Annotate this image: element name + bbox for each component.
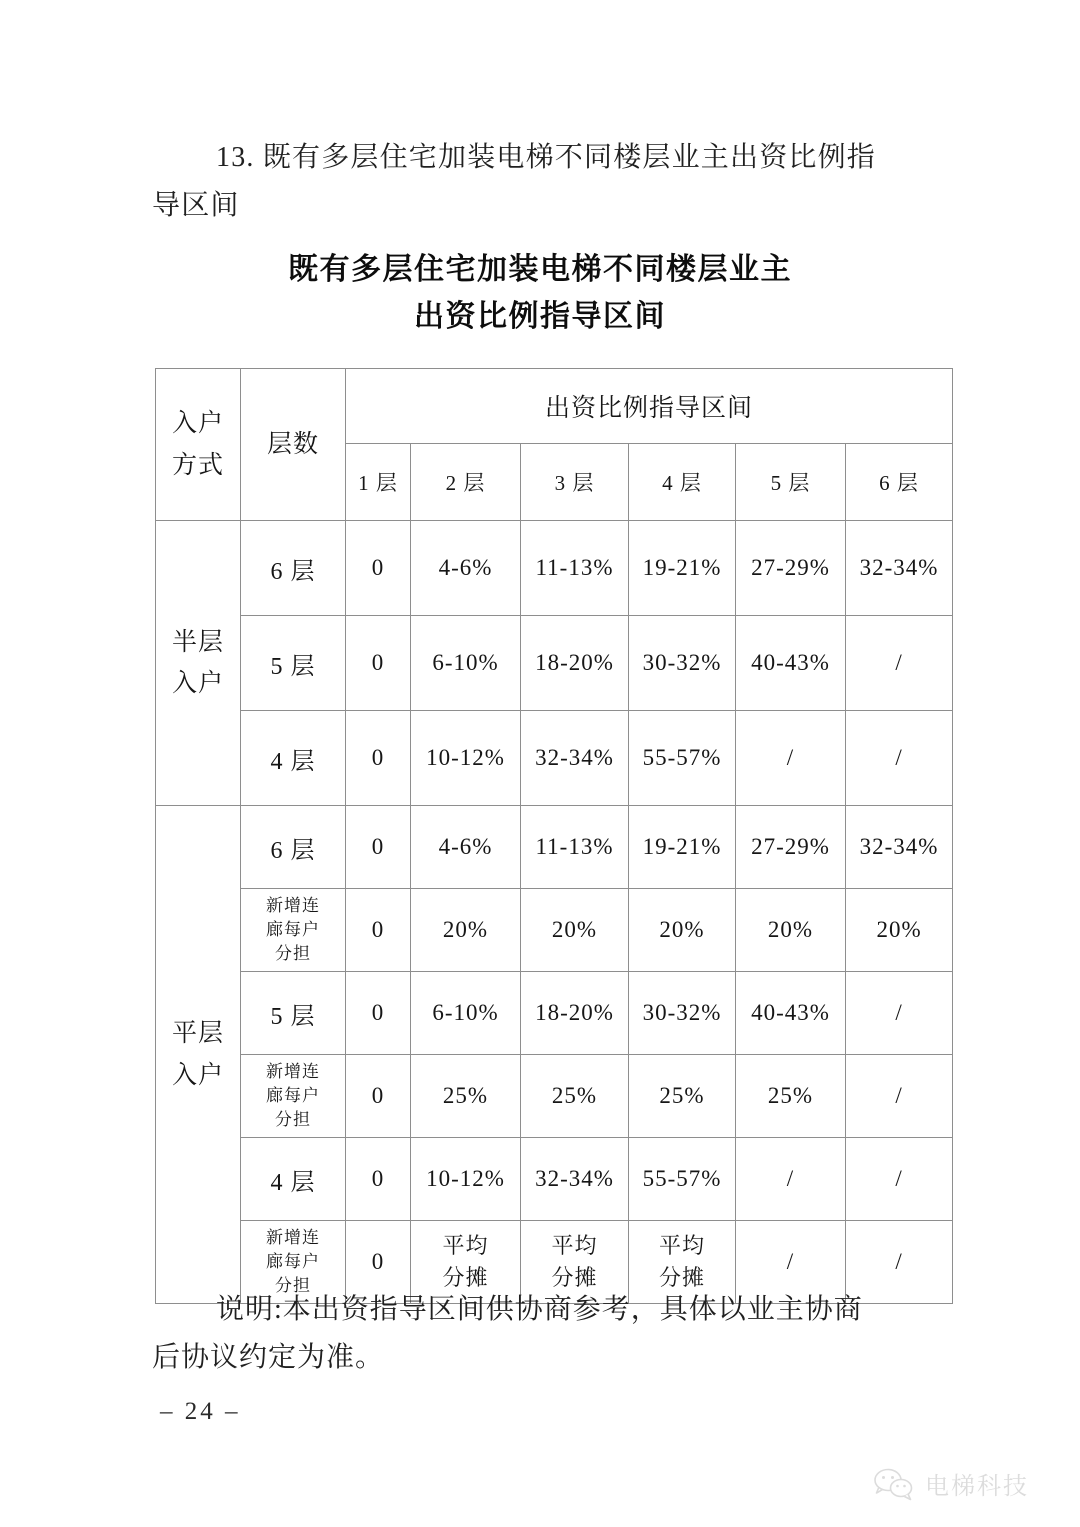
cell-value: 6-10% <box>411 972 521 1055</box>
row-label-line-2: 廊每户 <box>266 919 320 939</box>
cell-value: 19-21% <box>629 521 736 616</box>
table-row <box>156 889 953 972</box>
header-floor-6: 6 层 <box>846 444 953 521</box>
header-floor-count: 层数 <box>241 369 346 521</box>
cell-value: 20% <box>411 889 521 972</box>
table-footnote <box>152 1286 962 1382</box>
cell-value: 10-12% <box>411 711 521 806</box>
cell-value: 0 <box>346 972 411 1055</box>
cell-value-line-2: 分摊 <box>551 1265 598 1290</box>
table-row <box>156 1055 953 1138</box>
cell-value: 18-20% <box>521 972 629 1055</box>
cell-value-line-1: 平均 <box>658 1233 705 1259</box>
cell-value: 11-13% <box>521 521 629 616</box>
table-footnote-line-2: 后协议约定为准。 <box>152 1342 385 1374</box>
cell-value: 32-34% <box>521 1138 629 1221</box>
cell-value: 55-57% <box>629 711 736 806</box>
page-title-line-1: 既有多层住宅加装电梯不同楼层业主 <box>288 252 792 287</box>
wechat-bubbles-icon <box>872 1467 916 1501</box>
cell-value: 40-43% <box>736 616 846 711</box>
header-entry-mode <box>156 369 241 521</box>
cell-value: 25% <box>736 1055 846 1138</box>
row-label-line-3: 分担 <box>275 1110 311 1130</box>
cell-value: 25% <box>411 1055 521 1138</box>
cell-value: 27-29% <box>736 806 846 889</box>
table-row <box>156 711 953 806</box>
contribution-ratio-table <box>155 368 953 1304</box>
row-label-line-1: 新增连 <box>266 895 320 915</box>
row-label-line-3: 分担 <box>275 1276 311 1296</box>
cell-value: 0 <box>346 806 411 889</box>
cell-value: 25% <box>629 1055 736 1138</box>
row-label-line-2: 廊每户 <box>266 1251 320 1271</box>
row-label-line-3: 分担 <box>275 944 311 964</box>
row-label: 5 层 <box>241 616 346 711</box>
row-label: 6 层 <box>241 521 346 616</box>
header-floor-4: 4 层 <box>629 444 736 521</box>
row-label-corridor-share <box>241 1055 346 1138</box>
cell-value: / <box>846 1138 953 1221</box>
cell-value: 0 <box>346 1221 411 1304</box>
cell-value: 0 <box>346 521 411 616</box>
page-title-line-2: 出资比例指导区间 <box>414 299 666 335</box>
cell-value-line-2: 分摊 <box>442 1265 489 1290</box>
table-row <box>156 1138 953 1221</box>
cell-value: / <box>736 711 846 806</box>
table-header-row-1 <box>156 369 953 444</box>
cell-value: 30-32% <box>629 972 736 1055</box>
cell-value: 32-34% <box>846 806 953 889</box>
cell-value: / <box>846 1055 953 1138</box>
header-floor-5: 5 层 <box>736 444 846 521</box>
table-footnote-line-1: 说明:本出资指导区间供协商参考，具体以业主协商 <box>216 1294 863 1325</box>
section-category-line-1: 半层 <box>171 628 224 656</box>
section-heading-line-1: 13. 既有多层住宅加装电梯不同楼层业主出资比例指 <box>216 142 877 173</box>
watermark <box>872 1466 1029 1501</box>
cell-value: 27-29% <box>736 521 846 616</box>
table-row <box>156 616 953 711</box>
table-body <box>156 521 953 1304</box>
page-title <box>0 246 1080 341</box>
section-category-line-2: 入户 <box>171 1061 224 1089</box>
cell-value-line-2: 分摊 <box>658 1265 705 1290</box>
cell-value: / <box>846 972 953 1055</box>
cell-value: 30-32% <box>629 616 736 711</box>
table-row <box>156 521 953 616</box>
section-heading-line-2: 导区间 <box>152 190 240 222</box>
cell-value: 19-21% <box>629 806 736 889</box>
cell-value: 0 <box>346 616 411 711</box>
cell-value: 20% <box>521 889 629 972</box>
cell-value: 20% <box>846 889 953 972</box>
cell-value: 25% <box>521 1055 629 1138</box>
cell-value: 20% <box>736 889 846 972</box>
cell-value: 4-6% <box>411 806 521 889</box>
watermark-text: 电梯科技 <box>925 1472 1029 1500</box>
cell-value: 0 <box>346 1055 411 1138</box>
cell-value: 32-34% <box>846 521 953 616</box>
row-label-line-2: 廊每户 <box>266 1085 320 1105</box>
header-floor-1: 1 层 <box>346 444 411 521</box>
header-group-ratio-range: 出资比例指导区间 <box>346 369 953 444</box>
cell-value: 20% <box>629 889 736 972</box>
cell-value: 11-13% <box>521 806 629 889</box>
cell-value: 4-6% <box>411 521 521 616</box>
cell-value: 40-43% <box>736 972 846 1055</box>
row-label-corridor-share <box>241 889 346 972</box>
row-label: 6 层 <box>241 806 346 889</box>
cell-value: / <box>736 1221 846 1304</box>
section-category-flat-floor <box>156 806 241 1304</box>
cell-value: 10-12% <box>411 1138 521 1221</box>
header-floor-3: 3 层 <box>521 444 629 521</box>
cell-value: 18-20% <box>521 616 629 711</box>
cell-value: 32-34% <box>521 711 629 806</box>
cell-value: / <box>736 1138 846 1221</box>
header-entry-mode-line-1: 入户 <box>171 410 224 438</box>
cell-value: 0 <box>346 711 411 806</box>
section-category-line-2: 入户 <box>171 670 224 697</box>
section-category-line-1: 平层 <box>171 1020 224 1048</box>
header-floor-2: 2 层 <box>411 444 521 521</box>
table-row <box>156 806 953 889</box>
row-label: 5 层 <box>241 972 346 1055</box>
contribution-ratio-table-container <box>155 368 952 1304</box>
row-label-line-1: 新增连 <box>266 1061 320 1081</box>
cell-value: / <box>846 1221 953 1304</box>
section-category-half-floor <box>156 521 241 806</box>
table-row <box>156 972 953 1055</box>
cell-value: 6-10% <box>411 616 521 711</box>
header-entry-mode-line-2: 方式 <box>171 451 224 479</box>
cell-value: / <box>846 711 953 806</box>
row-label-line-1: 新增连 <box>266 1227 320 1247</box>
cell-value: 0 <box>346 889 411 972</box>
cell-value: 55-57% <box>629 1138 736 1221</box>
cell-value-line-1: 平均 <box>442 1233 489 1259</box>
cell-value: 0 <box>346 1138 411 1221</box>
page-number: – 24 – <box>160 1398 241 1425</box>
cell-value-line-1: 平均 <box>551 1233 598 1259</box>
row-label: 4 层 <box>241 711 346 806</box>
section-heading <box>152 134 952 230</box>
cell-value: / <box>846 616 953 711</box>
row-label: 4 层 <box>241 1138 346 1221</box>
